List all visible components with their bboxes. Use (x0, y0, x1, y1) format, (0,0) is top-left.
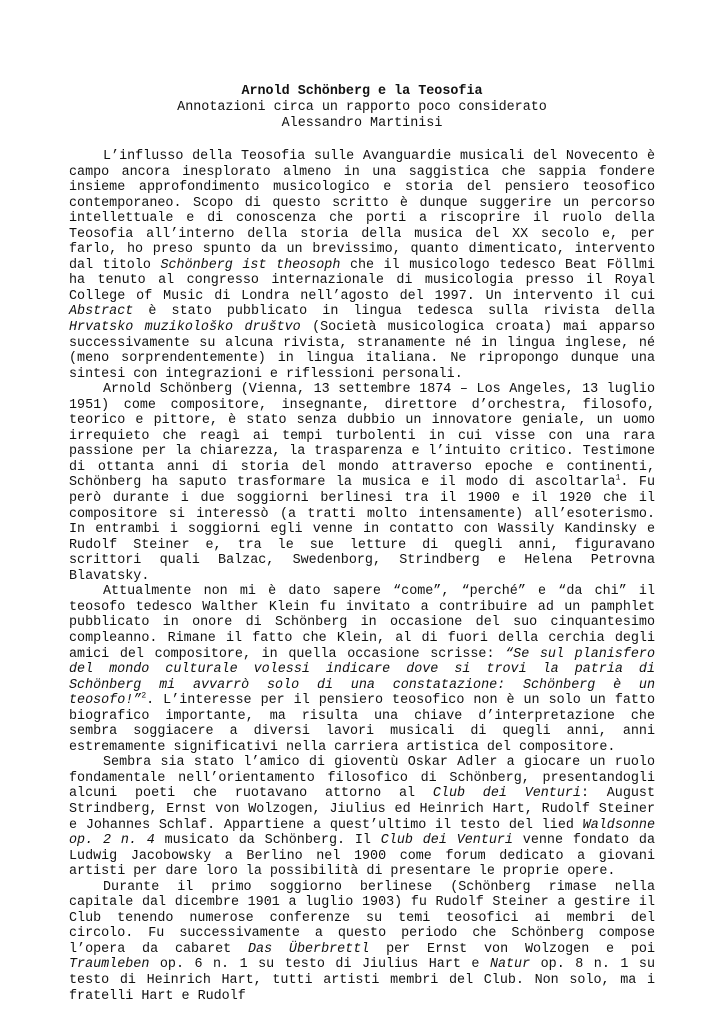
text-run: . Fu però durante i due soggiorni berlinesi tra il 1900 e il 1920 che il compositore si interessò (a tratti molto intensamente) all’esoterismo. In entrambi i soggiorni egli venne in contatto con Wassily Kandinsky e Rudolf Steiner e, tra le sue letture di quegli anni, figuravano scrittori quali Balzac, Swedenborg, Strindberg e Helena Petrovna Blavatsky. (69, 475, 655, 584)
text-run: . L’interesse per il pensiero teosofico non è un solo un fatto biografico importante, ma risulta una chiave d’interpretazione che sembra soggiacere a diversi lavori musicali di quegli anni, anni estremamente significativi nella carriera artistica del compositore. (69, 693, 655, 755)
italic-text: Das Überbrettl (248, 941, 370, 957)
italic-text: Waldsonne op. 2 n. 4 (69, 817, 655, 849)
text-run: musicato da Schönberg. Il (154, 833, 381, 849)
document-header (69, 84, 655, 132)
italic-text: Schönberg ist theosoph (160, 257, 341, 273)
italic-text: Natur (489, 957, 531, 973)
document-page (69, 84, 655, 1004)
italic-text: “Se sul planisfero del mondo culturale volessi indicare dove si trovi la patria di Schönberg mi avvarrò solo di una constatazione: Schönberg è un teosofo!” (69, 646, 655, 709)
paragraph (69, 880, 655, 1004)
document-body (69, 149, 655, 1004)
italic-text: Traumleben (69, 957, 150, 973)
italic-text: Club dei Venturi (380, 833, 513, 849)
text-run: Sembra sia stato l’amico di gioventù Oskar Adler a giocare un ruolo fondamentale nell’orientamento filosofico di Schönberg, presentandogli alcuni poeti che ruotavano attorno al (69, 755, 655, 802)
text-run: è stato pubblicato in lingua tedesca sulla rivista della (133, 304, 655, 320)
paragraph (69, 149, 655, 382)
text-run: op. 6 n. 1 su testo di Jiulius Hart e (149, 957, 490, 973)
text-run: per Ernst von Wolzogen e poi (369, 941, 655, 957)
text-run: che il musicologo tedesco Beat Föllmi ha tenuto al congresso internazionale di musicologia presso il Royal College of Music di Londra nell’agosto del 1997. Un intervento il cui (69, 257, 655, 304)
text-run: Attualmente non mi è dato sapere “come”, “perché” e “da chi” il teosofo tedesco Walther Klein fu invitato a contribuire ad un pamphlet pubblicato in onore di Schönberg in occasione del suo cinquantesimo compleanno. Rimane il fatto che Klein, al di fuori della cerchia degli amici del compositore, in quella occasione scrisse: (69, 584, 655, 662)
text-run: venne fondato da Ludwig Jacobowsky a Berlino nel 1900 come forum dedicato a giovani artisti per dare loro la possibilità di presentare le proprie opere. (69, 833, 655, 880)
paragraph (69, 755, 655, 879)
text-run: : August Strindberg, Ernst von Wolzogen, Jiulius ed Heinrich Hart, Rudolf Steiner e Johannes Schlaf. Appartiene a quest’ultimo il testo del lied (69, 786, 655, 833)
footnote-ref: 2 (141, 691, 147, 701)
document-subtitle: Annotazioni circa un rapporto poco considerato (177, 100, 547, 115)
text-run: op. 8 n. 1 su testo di Heinrich Hart, tutti artisti membri del Club. Non solo, ma i fratelli Hart e Rudolf (69, 957, 655, 1004)
text-run: Arnold Schönberg (Vienna, 13 settembre 1874 – Los Angeles, 13 luglio 1951) come compositore, insegnante, direttore d’orchestra, filosofo, teorico e pittore, è stato senza dubbio un innovatore geniale, un uomo irrequieto che reagì ai tempi turbolenti in cui visse con una rara passione per la chiarezza, la trasparenza e l’intuito critico. Testimone di ottanta anni di storia del mondo attraverso epoche e continenti, Schönberg ha saputo trasformare la musica e il modo di ascoltarla (69, 382, 655, 491)
italic-text: Abstract (69, 304, 134, 320)
text-run: L’influsso della Teosofia sulle Avanguardie musicali del Novecento è campo ancora inesplorato almeno in una saggistica che sappia fondere insieme approfondimento musicologico e storia del pensiero teosofico contemporaneo. Scopo di questo scritto è dunque suggerire un percorso intellettuale e di conoscenza che porti a riscoprire il ruolo della Teosofia all’interno della storia della musica del XX secolo e, per farlo, ho preso spunto da un brevissimo, quanto dimenticato, intervento dal titolo (69, 149, 655, 273)
italic-text: Club dei Venturi (432, 786, 581, 802)
paragraph (69, 382, 655, 584)
italic-text: Hrvatsko muzikološko društvo (69, 320, 301, 336)
document-author: Alessandro Martinisi (281, 116, 443, 131)
paragraph (69, 584, 655, 755)
footnote-ref: 1 (615, 474, 621, 484)
text-run: Durante il primo soggiorno berlinese (Schönberg rimase nella capitale dal dicembre 1901 a luglio 1903) fu Rudolf Steiner a gestire il Club tenendo numerose conferenze su temi teosofici ai membri del circolo. Fu successivamente a questo periodo che Schönberg compose l’opera da cabaret (69, 879, 655, 957)
text-run: (Società musicologica croata) mai apparso successivamente su alcuna rivista, stranamente né in lingua inglese, né (meno sorprendentemente) in lingua italiana. Ne ripropongo dunque una sintesi con integrazioni e riflessioni personali. (69, 320, 656, 382)
document-title: Arnold Schönberg e la Teosofia (241, 84, 483, 99)
